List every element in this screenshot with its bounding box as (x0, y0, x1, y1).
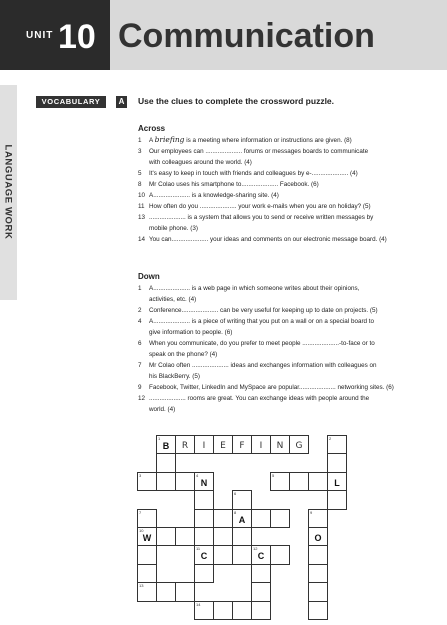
crossword-cell[interactable] (213, 509, 233, 528)
side-tab-label: LANGUAGE WORK (2, 144, 14, 240)
handwritten-answer: briefing (154, 135, 185, 144)
cell-number: 5 (272, 472, 275, 478)
crossword-cell[interactable] (194, 564, 214, 583)
crossword-cell[interactable] (270, 545, 290, 564)
cell-number: 12 (253, 546, 258, 552)
cell-letter: I (259, 441, 263, 451)
clue-down-6: 6 When you communicate, do you prefer to meet people .....................-to-face or to speak on the phone? (4) (138, 340, 375, 358)
crossword-cell[interactable] (232, 601, 252, 620)
crossword-cell[interactable] (156, 453, 176, 472)
across-heading: Across (138, 124, 166, 133)
crossword-cell[interactable] (194, 490, 214, 509)
crossword-cell[interactable] (213, 601, 233, 620)
unit-box (0, 0, 110, 70)
crossword-cell[interactable] (308, 527, 328, 546)
crossword-cell[interactable] (175, 527, 195, 546)
cell-letter: C (200, 551, 208, 562)
cell-number: 10 (139, 528, 144, 533)
clue-across-5: 5 It's easy to keep in touch with friends and colleagues by e-..................... (4) (138, 170, 358, 177)
crossword-cell[interactable] (213, 435, 233, 454)
crossword-cell[interactable] (156, 527, 176, 546)
crossword-cell[interactable] (251, 545, 271, 564)
crossword-cell[interactable] (232, 527, 252, 546)
crossword-cell[interactable] (232, 509, 252, 528)
across-clues (138, 134, 428, 245)
unit-number: 10 (58, 18, 96, 56)
clue-down-7: 7 Mr Colao often ..................... ideas and exchanges information with colleagues on his BlackBerry. (5) (138, 362, 377, 380)
crossword-cell[interactable] (137, 527, 157, 546)
crossword-cell[interactable] (251, 564, 271, 583)
clue-down-4: 4 A..................... is a piece of writing that you put on a wall or on a special board to give information to people. (6) (138, 318, 375, 336)
crossword-cell[interactable] (137, 472, 157, 491)
cell-letter: G (295, 441, 303, 451)
crossword-cell[interactable] (289, 435, 309, 454)
crossword-cell[interactable] (251, 582, 271, 601)
cell-number: 11 (196, 546, 201, 552)
crossword-cell[interactable] (270, 472, 290, 491)
cell-letter: A (238, 514, 246, 525)
cell-number: 7 (139, 509, 142, 515)
down-clues (138, 283, 428, 415)
unit-label: UNIT (26, 30, 54, 41)
clue-across-10: 10 A..................... is a knowledge-sharing site. (4) (138, 192, 279, 199)
down-heading: Down (138, 272, 160, 281)
crossword-cell[interactable] (308, 582, 328, 601)
crossword-cell[interactable] (156, 435, 176, 454)
crossword-cell[interactable] (308, 564, 328, 583)
crossword-cell[interactable] (251, 601, 271, 620)
clue-across-1: 1 A briefing is a meeting where information or instructions are given. (8) (138, 135, 352, 144)
crossword-cell[interactable] (213, 545, 233, 564)
crossword-cell[interactable] (289, 472, 309, 491)
cell-letter: N (276, 441, 284, 451)
cell-letter: O (314, 533, 322, 543)
crossword-cell[interactable] (137, 509, 157, 528)
crossword-cell[interactable] (194, 545, 214, 564)
cell-letter: E (220, 441, 226, 451)
clue-down-9: 9 Facebook, Twitter, LinkedIn and MySpace are popular..................... networking sites. (6) (138, 384, 394, 391)
crossword-cell[interactable] (327, 435, 347, 454)
exercise-badge: A (116, 96, 127, 108)
crossword-cell[interactable] (194, 435, 214, 454)
cell-letter: R (181, 441, 189, 451)
cell-letter: C (257, 551, 265, 562)
crossword-cell[interactable] (137, 545, 157, 564)
crossword-cell[interactable] (232, 545, 252, 564)
crossword-cell[interactable] (156, 472, 176, 491)
crossword-cell[interactable] (232, 435, 252, 454)
cell-letter: B (162, 441, 170, 451)
page-title: Communication (118, 17, 375, 55)
crossword-cell[interactable] (175, 582, 195, 601)
clue-across-14: 14 You can..................... your ideas and comments on our electronic message board. (4) (138, 236, 387, 243)
crossword-cell[interactable] (175, 472, 195, 491)
exercise-instruction: Use the clues to complete the crossword puzzle. (138, 96, 335, 106)
crossword-cell[interactable] (251, 509, 271, 528)
crossword-cell[interactable] (194, 601, 214, 620)
clue-across-8: 8 Mr Colao uses his smartphone to..................... Facebook. (6) (138, 181, 319, 188)
clue-across-3: 3 Our employees can ..................... forums or messages boards to communicate with colleagues around the world. (4) (138, 148, 369, 166)
cell-number: 6 (234, 491, 237, 497)
crossword-cell[interactable] (194, 527, 214, 546)
crossword-cell[interactable] (327, 453, 347, 472)
clue-across-11: 11 How often do you ..................... your work e-mails when you are on holiday? (5) (138, 203, 371, 210)
clue-down-12: 12 ..................... rooms are great. You can exchange ideas with people around the world. (4) (138, 395, 370, 413)
crossword-cell[interactable] (308, 601, 328, 620)
crossword-cell[interactable] (137, 564, 157, 583)
crossword-cell[interactable] (327, 490, 347, 509)
crossword-cell[interactable] (308, 545, 328, 564)
clue-across-13: 13 ..................... is a system that allows you to send or receive written messages by mobile phone. (3) (138, 214, 374, 232)
cell-number: 3 (139, 472, 142, 478)
crossword-cell[interactable] (308, 509, 328, 528)
cell-number: 1 (158, 436, 161, 441)
cell-number: 13 (139, 583, 144, 589)
crossword-cell[interactable] (194, 472, 214, 491)
section-label: VOCABULARY (36, 96, 106, 108)
crossword-cell[interactable] (327, 472, 347, 491)
crossword-cell[interactable] (175, 435, 195, 454)
crossword-cell[interactable] (232, 490, 252, 509)
cell-number: 4 (196, 472, 199, 478)
cell-letter: I (202, 441, 206, 451)
cell-number: 14 (196, 601, 201, 607)
cell-number: 8 (234, 509, 237, 515)
cell-letter: N (200, 477, 208, 488)
cell-letter: F (239, 441, 245, 451)
clue-down-1: 1 A..................... is a web page in which someone writes about their opinions, activities, etc. (4) (138, 285, 360, 303)
crossword-cell[interactable] (251, 435, 271, 454)
cell-letter: W (142, 533, 152, 543)
crossword-cell[interactable] (270, 509, 290, 528)
crossword-cell[interactable] (194, 509, 214, 528)
crossword-cell[interactable] (137, 582, 157, 601)
cell-letter: L (334, 477, 340, 488)
cell-number: 2 (329, 436, 332, 441)
cell-number: 9 (310, 509, 313, 515)
clue-down-2: 2 Conference..................... can be very useful for keeping up to date on projects. (5) (138, 307, 378, 314)
crossword-cell[interactable] (156, 582, 176, 601)
crossword-cell[interactable] (308, 472, 328, 491)
crossword-cell[interactable] (270, 435, 290, 454)
